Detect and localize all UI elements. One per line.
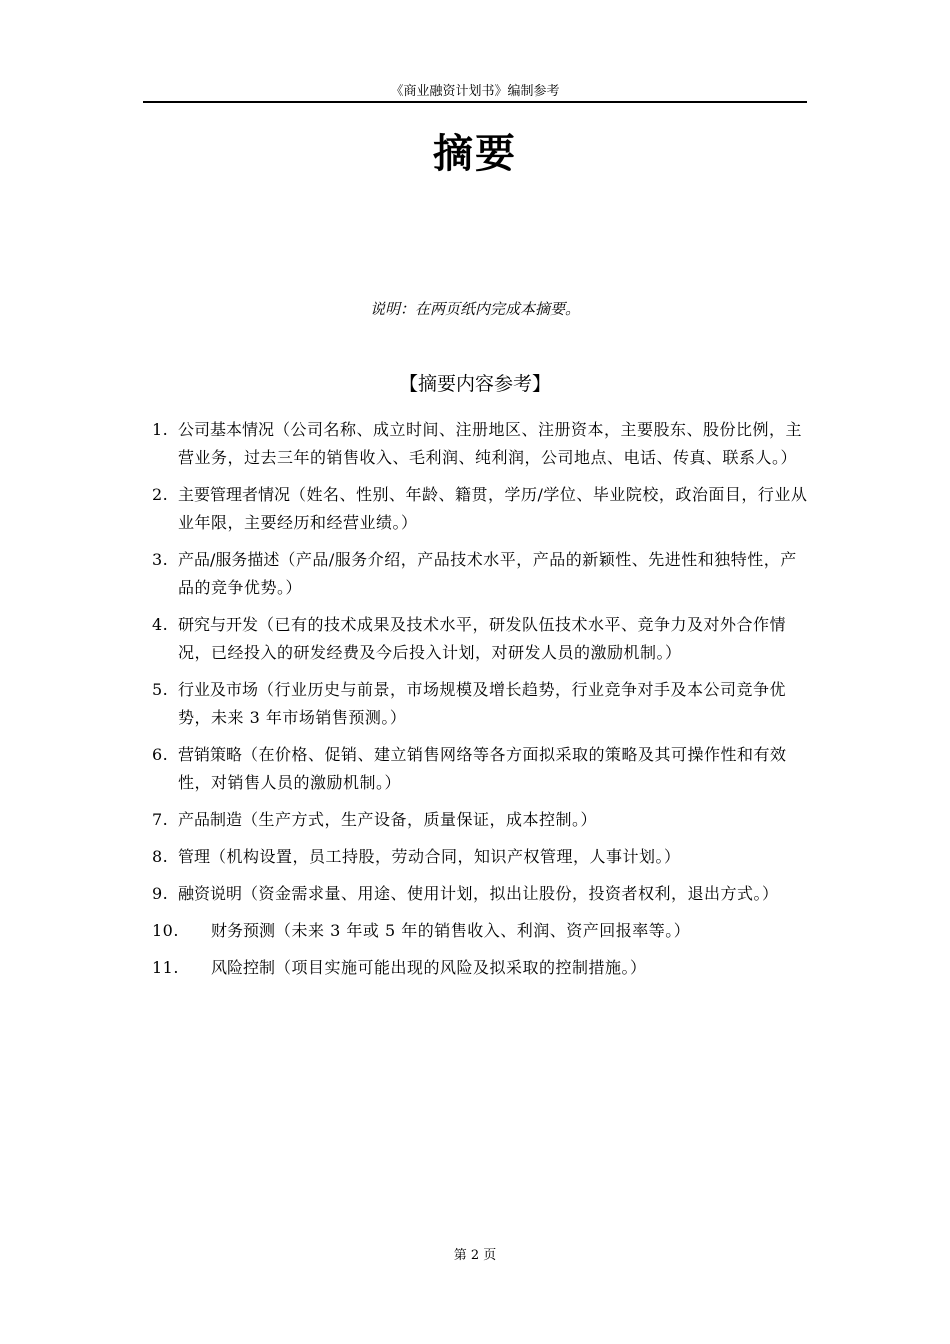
item-description: （资金需求量、用途、使用计划，拟出让股份，投资者权利，退出方式。） (242, 884, 779, 903)
item-description: （公司名称、成立时间、注册地区、注册资本，主要股东、股份比例，主营业务，过去三年的销售收入、毛利润、纯利润，公司地点、电话、传真、联系人。） (178, 420, 803, 467)
list-item (152, 806, 812, 834)
item-number: 11. (152, 958, 179, 977)
item-label: 风险控制 (211, 958, 276, 977)
item-label: 产品制造 (178, 810, 243, 829)
item-label: 研究与开发 (178, 615, 259, 634)
item-label: 财务预测 (211, 921, 276, 940)
item-label: 管理 (178, 847, 211, 866)
list-item (152, 676, 812, 732)
list-item (152, 880, 812, 908)
item-label: 主要管理者情况 (178, 485, 291, 504)
list-item (152, 481, 812, 537)
item-number: 7. (152, 810, 169, 829)
item-number: 10. (152, 921, 179, 940)
instruction-note: 说明：在两页纸内完成本摘要。 (369, 300, 580, 318)
item-description: （未来 3 年或 5 年的销售收入、利润、资产回报率等。） (275, 921, 691, 940)
item-label: 产品/服务描述 (178, 550, 280, 569)
list-item (152, 917, 812, 945)
item-description: （生产方式，生产设备，质量保证，成本控制。） (242, 810, 598, 829)
page-title: 摘要 (433, 131, 517, 177)
list-item (152, 611, 812, 667)
item-number: 4. (152, 615, 169, 634)
item-label: 公司基本情况 (178, 420, 275, 439)
item-number: 1. (152, 420, 169, 439)
list-item (152, 954, 812, 982)
item-label: 行业及市场 (178, 680, 259, 699)
list-item (152, 843, 812, 871)
item-number: 8. (152, 847, 169, 866)
header-divider (143, 101, 807, 103)
item-description: （项目实施可能出现的风险及拟采取的控制措施。） (275, 958, 647, 977)
item-number: 5. (152, 680, 169, 699)
item-description: （姓名、性别、年龄、籍贯，学历/学位、毕业院校，政治面目，行业从业年限，主要经历和经营业绩。） (178, 485, 808, 532)
running-header: 《商业融资计划书》编制参考 (390, 84, 560, 99)
section-heading: 【摘要内容参考】 (398, 373, 551, 395)
page-number: 第 2 页 (453, 1248, 497, 1263)
item-number: 9. (152, 884, 169, 903)
item-description: （已有的技术成果及技术水平，研发队伍技术水平、竞争力及对外合作情况，已经投入的研发经费及今后投入计划，对研发人员的激励机制。） (178, 615, 787, 662)
list-item (152, 741, 812, 797)
item-number: 6. (152, 745, 169, 764)
item-number: 2. (152, 485, 169, 504)
item-description: （行业历史与前景，市场规模及增长趋势，行业竞争对手及本公司竞争优势，未来 3 年市场销售预测。） (178, 680, 787, 727)
item-description: （机构设置，员工持股，劳动合同，知识产权管理，人事计划。） (210, 847, 681, 866)
item-description: （在价格、促销、建立销售网络等各方面拟采取的策略及其可操作性和有效性，对销售人员的激励机制。） (178, 745, 787, 792)
item-description: （产品/服务介绍，产品技术水平，产品的新颖性、先进性和独特性，产品的竞争优势。） (178, 550, 797, 597)
summary-items-list (152, 416, 812, 991)
list-item (152, 546, 812, 602)
item-label: 融资说明 (178, 884, 243, 903)
item-number: 3. (152, 550, 169, 569)
item-label: 营销策略 (178, 745, 243, 764)
list-item (152, 416, 812, 472)
